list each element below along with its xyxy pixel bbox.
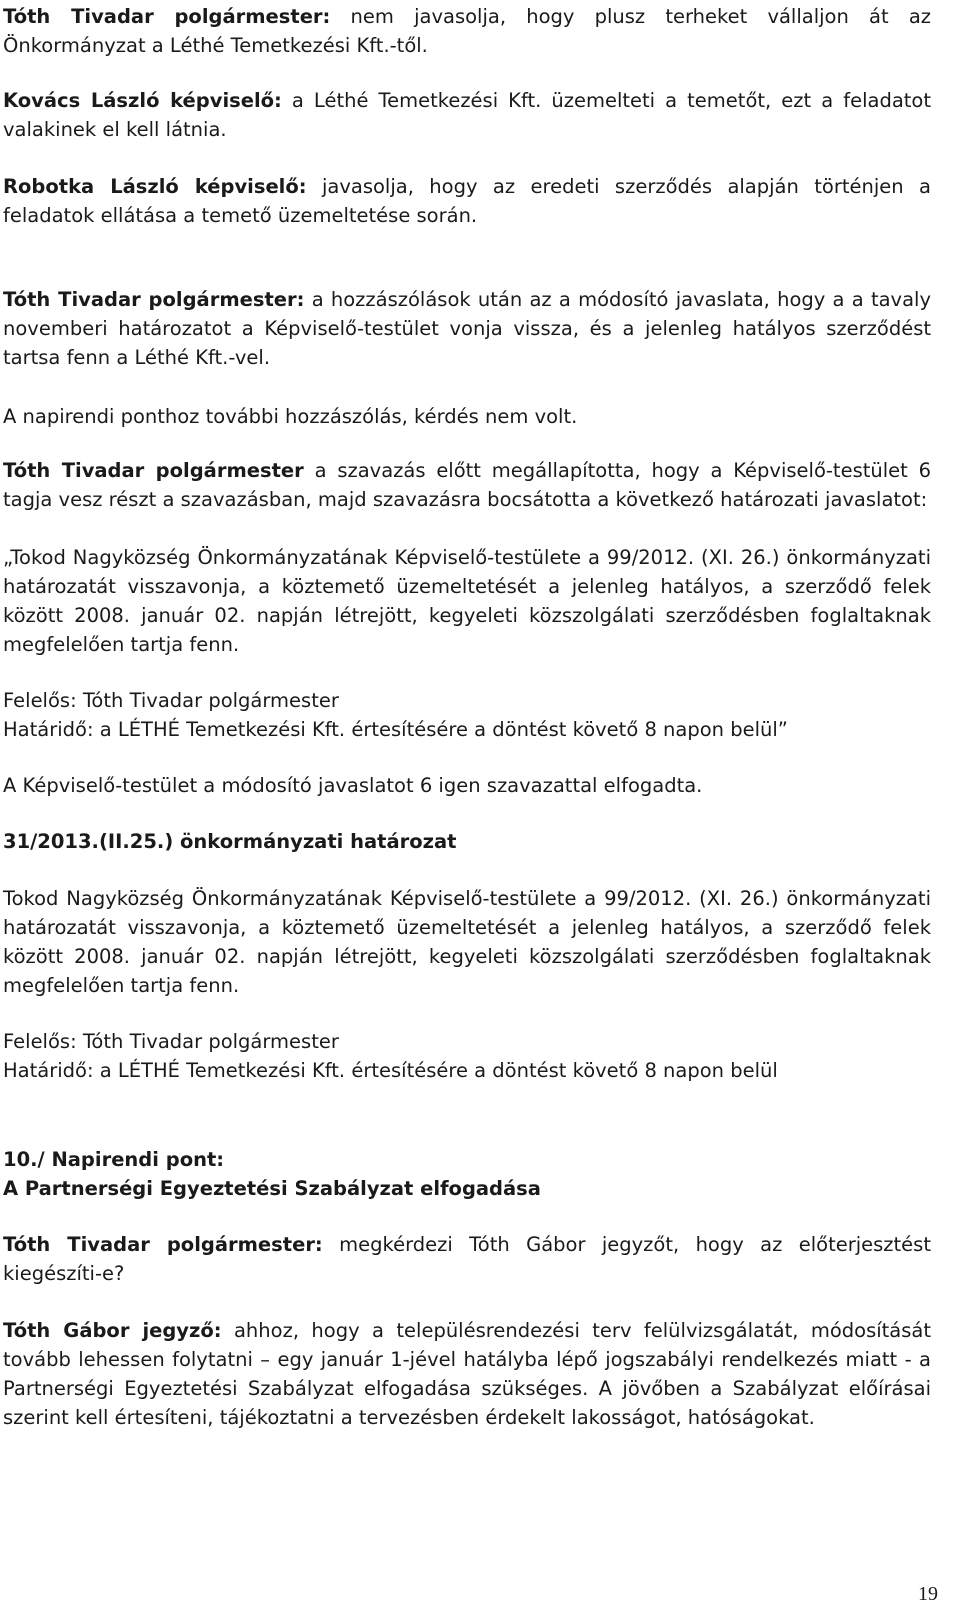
paragraph-mayor-1 bbox=[3, 2, 931, 60]
agenda-item-heading bbox=[3, 1145, 931, 1174]
paragraph-robotka bbox=[3, 172, 931, 230]
paragraph-no-more-comments bbox=[3, 402, 931, 431]
heading-text: 31/2013.(II.25.) önkormányzati határozat bbox=[3, 830, 457, 853]
agenda-item-title bbox=[3, 1174, 931, 1203]
speaker-name: Tóth Gábor jegyző: bbox=[3, 1319, 222, 1342]
paragraph-text: ahhoz, hogy a településrendezési terv felülvizsgálatát, módosítását tovább lehessen folytatni – egy január 1-jével hatályba lépő jogszabályi rendelkezés miatt - a Partnerségi Egyeztetési Szabályzat elfogadása szükséges. A jövőben a Szabályzat előírásai szerint kell értesíteni, tájékoztatni a tervezésben érdekelt lakosságot, hatóságokat. bbox=[3, 1319, 932, 1429]
paragraph-mayor-question bbox=[3, 1230, 931, 1288]
paragraph-mayor-vote bbox=[3, 456, 931, 514]
paragraph-resolution-text bbox=[3, 884, 931, 1000]
paragraph-text: a hozzászólások után az a módosító javaslata, hogy a a tavaly novemberi határozatot a Képviselő-testület vonja vissza, és a jelenleg hatályos szerződést tartsa fenn a Léthé Kft.-vel. bbox=[3, 288, 931, 369]
speaker-name: Tóth Tivadar polgármester: bbox=[3, 288, 305, 311]
paragraph-text: megkérdezi Tóth Gábor jegyzőt, hogy az előterjesztést kiegészíti-e? bbox=[3, 1233, 931, 1285]
paragraph-text: a szavazás előtt megállapította, hogy a Képviselő-testület 6 tagja vesz részt a szavazásban, majd szavazásra bocsátotta a következő határozati javaslatot: bbox=[3, 459, 931, 511]
paragraph-responsible-1 bbox=[3, 686, 931, 715]
paragraph-mayor-2 bbox=[3, 285, 931, 372]
paragraph-text: Határidő: a LÉTHÉ Temetkezési Kft. értesítésére a döntést követő 8 napon belül” bbox=[3, 718, 788, 741]
paragraph-kovacs bbox=[3, 86, 931, 144]
paragraph-deadline-1 bbox=[3, 715, 931, 744]
paragraph-responsible-2 bbox=[3, 1027, 931, 1056]
paragraph-text: Tokod Nagyközség Önkormányzatának Képviselő-testülete a 99/2012. (XI. 26.) önkormányzati határozatát visszavonja, a köztemető üzemeltetését a jelenleg hatályos, a szerződő felek között 2008. január 02. napján létrejött, kegyeleti közszolgálati szerződésben foglaltaknak megfelelően tartja fenn. bbox=[3, 887, 931, 997]
speaker-name: Kovács László képviselő: bbox=[3, 89, 282, 112]
paragraph-text: javasolja, hogy az eredeti szerződés alapján történjen a feladatok ellátása a temető üzemeltetése során. bbox=[3, 175, 931, 227]
page-number: 19 bbox=[918, 1583, 938, 1605]
paragraph-text: Felelős: Tóth Tivadar polgármester bbox=[3, 689, 339, 712]
heading-text: A Partnerségi Egyeztetési Szabályzat elfogadása bbox=[3, 1177, 541, 1200]
paragraph-text: Határidő: a LÉTHÉ Temetkezési Kft. értesítésére a döntést követő 8 napon belül bbox=[3, 1059, 778, 1082]
paragraph-text: a Léthé Temetkezési Kft. üzemelteti a temetőt, ezt a feladatot valakinek el kell látnia. bbox=[3, 89, 931, 141]
heading-text: 10./ Napirendi pont: bbox=[3, 1148, 225, 1171]
paragraph-vote-result bbox=[3, 771, 931, 800]
speaker-name: Tóth Tivadar polgármester bbox=[3, 459, 304, 482]
speaker-name: Tóth Tivadar polgármester: bbox=[3, 1233, 323, 1256]
paragraph-text: nem javasolja, hogy plusz terheket vállaljon át az Önkormányzat a Léthé Temetkezési Kft.-től. bbox=[3, 5, 932, 57]
paragraph-text: Felelős: Tóth Tivadar polgármester bbox=[3, 1030, 339, 1053]
speaker-name: Robotka László képviselő: bbox=[3, 175, 307, 198]
resolution-heading bbox=[3, 827, 931, 856]
paragraph-text: A Képviselő-testület a módosító javaslatot 6 igen szavazattal elfogadta. bbox=[3, 774, 703, 797]
paragraph-text: A napirendi ponthoz további hozzászólás, kérdés nem volt. bbox=[3, 405, 578, 428]
speaker-name: Tóth Tivadar polgármester: bbox=[3, 5, 331, 28]
paragraph-text: „Tokod Nagyközség Önkormányzatának Képviselő-testülete a 99/2012. (XI. 26.) önkormányzati határozatát visszavonja, a köztemető üzemeltetését a jelenleg hatályos, a szerződő felek között 2008. január 02. napján létrejött, kegyeleti közszolgálati szerződésben foglaltaknak megfelelően tartja fenn. bbox=[3, 546, 931, 656]
paragraph-resolution-proposal bbox=[3, 543, 931, 659]
paragraph-notary bbox=[3, 1316, 931, 1432]
paragraph-deadline-2 bbox=[3, 1056, 931, 1085]
